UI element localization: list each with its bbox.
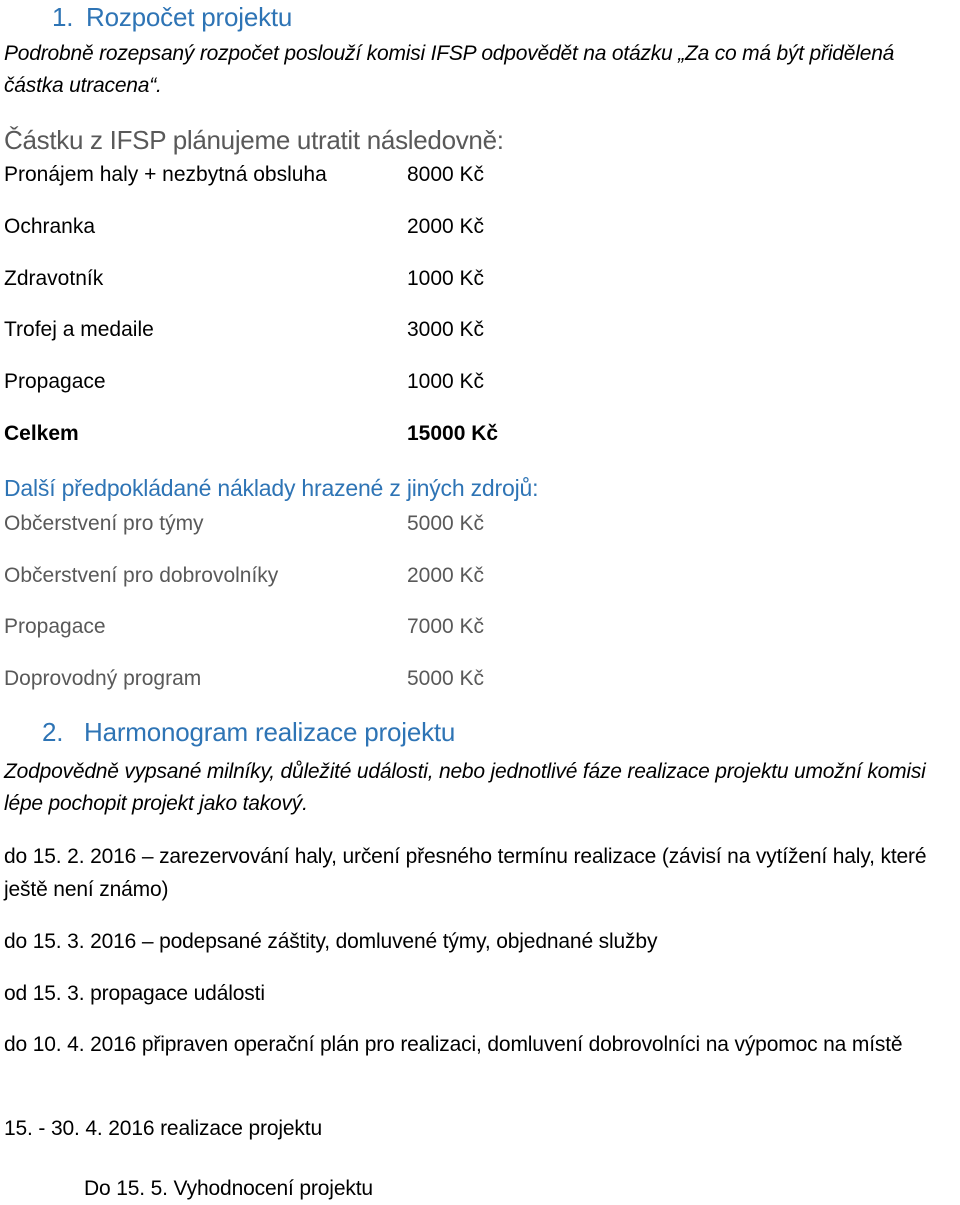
budget-row	[4, 267, 564, 297]
timeline-item: 15. - 30. 4. 2016 realizace projektu	[4, 1117, 322, 1140]
other-cost-label: Propagace	[4, 615, 106, 638]
other-costs-heading: Další předpokládané náklady hrazené z jiných zdrojů:	[4, 475, 539, 501]
budget-total-label: Celkem	[4, 422, 79, 445]
other-cost-label: Občerstvení pro dobrovolníky	[4, 564, 279, 587]
other-cost-amount: 5000 Kč	[407, 512, 485, 535]
budget-item-amount: 1000 Kč	[407, 267, 485, 290]
budget-item-amount: 8000 Kč	[407, 163, 485, 186]
other-cost-row	[4, 615, 564, 645]
timeline-item: do 15. 2. 2016 – zarezervování haly, určení přesného termínu realizace (závisí na vytížení haly, které ještě není známo)	[4, 845, 927, 901]
section-2-heading	[42, 717, 455, 748]
other-cost-row	[4, 564, 564, 594]
other-cost-amount: 7000 Kč	[407, 615, 485, 638]
budget-total-row	[4, 422, 564, 452]
section-1-number: 1.	[52, 2, 74, 32]
timeline-item: do 10. 4. 2016 připraven operační plán pro realizaci, domluvení dobrovolníci na výpomoc na místě	[4, 1033, 903, 1056]
ifsp-budget-heading: Částku z IFSP plánujeme utratit následovně:	[4, 125, 504, 155]
other-cost-row	[4, 667, 564, 697]
budget-row	[4, 163, 564, 193]
section-2-title: Harmonogram realizace projektu	[84, 717, 456, 747]
other-cost-label: Občerstvení pro týmy	[4, 512, 204, 535]
budget-item-label: Pronájem haly + nezbytná obsluha	[4, 163, 327, 186]
budget-item-amount: 3000 Kč	[407, 318, 485, 341]
other-cost-label: Doprovodný program	[4, 667, 202, 690]
other-cost-amount: 2000 Kč	[407, 564, 485, 587]
budget-item-label: Zdravotník	[4, 267, 104, 290]
section-1-title: Rozpočet projektu	[86, 2, 293, 32]
budget-row	[4, 215, 564, 245]
section-1-intro: Podrobně rozepsaný rozpočet poslouží komisi IFSP odpovědět na otázku „Za co má být přidělená částka utracena“.	[4, 42, 895, 97]
budget-item-amount: 1000 Kč	[407, 370, 485, 393]
other-cost-amount: 5000 Kč	[407, 667, 485, 690]
budget-row	[4, 370, 564, 400]
timeline-item: Do 15. 5. Vyhodnocení projektu	[84, 1177, 373, 1200]
budget-item-label: Trofej a medaile	[4, 318, 154, 341]
budget-item-label: Propagace	[4, 370, 106, 393]
budget-total-amount: 15000 Kč	[407, 422, 499, 445]
timeline-item: do 15. 3. 2016 – podepsané záštity, domluvené týmy, objednané služby	[4, 930, 658, 953]
timeline-item: od 15. 3. propagace události	[4, 982, 265, 1005]
section-2-intro: Zodpovědně vypsané milníky, důležité události, nebo jednotlivé fáze realizace projektu umožní komisi lépe pochopit projekt jako takový.	[4, 760, 926, 815]
budget-row	[4, 318, 564, 348]
section-2-number: 2.	[42, 717, 64, 747]
budget-item-label: Ochranka	[4, 215, 96, 238]
budget-item-amount: 2000 Kč	[407, 215, 485, 238]
other-cost-row	[4, 512, 564, 542]
section-1-heading	[52, 2, 292, 33]
